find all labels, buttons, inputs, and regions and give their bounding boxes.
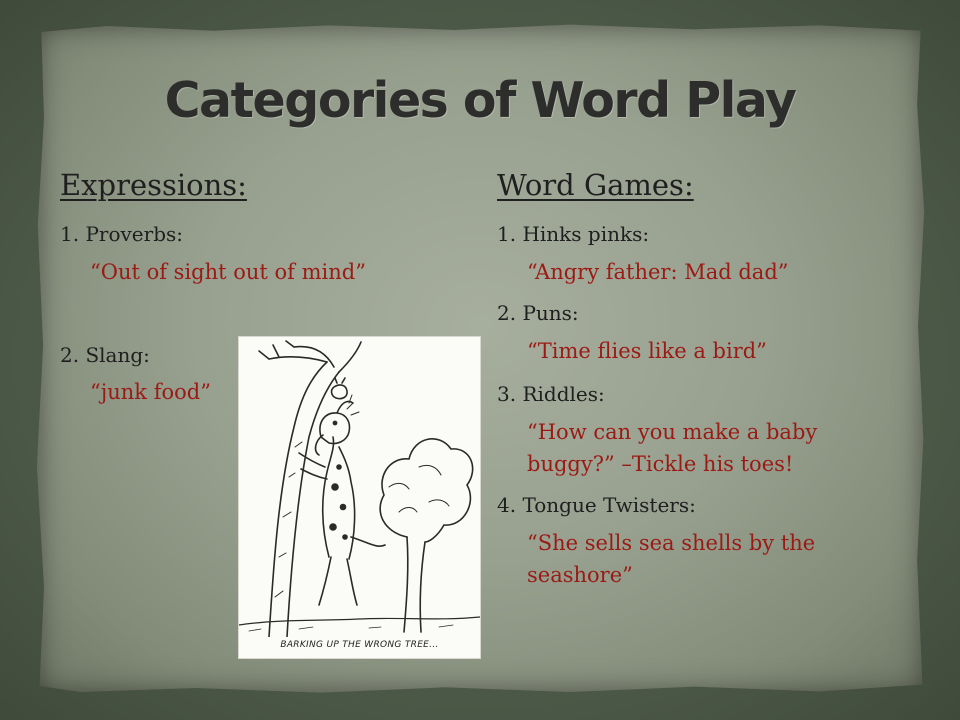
expressions-item-example: “Out of sight out of mind” xyxy=(90,260,366,284)
slide-title: Categories of Word Play xyxy=(164,72,796,129)
word-games-heading: Word Games: xyxy=(497,168,694,202)
cartoon-caption: BARKING UP THE WRONG TREE... xyxy=(280,640,439,650)
word-games-item-label: 4. Tongue Twisters: xyxy=(497,493,696,517)
dog-tree-illustration-icon xyxy=(239,337,480,637)
expressions-heading: Expressions: xyxy=(60,168,247,202)
word-games-item-example: “How can you make a baby xyxy=(527,420,818,444)
word-games-item-example: “Time flies like a bird” xyxy=(527,339,767,363)
expressions-item-example: “junk food” xyxy=(90,380,211,404)
word-games-item-label: 1. Hinks pinks: xyxy=(497,222,650,246)
expressions-item-label: 2. Slang: xyxy=(60,343,150,367)
word-games-item-example: seashore” xyxy=(527,563,633,587)
word-games-item-label: 3. Riddles: xyxy=(497,382,605,406)
cartoon-image xyxy=(238,336,481,659)
expressions-item-label: 1. Proverbs: xyxy=(60,222,183,246)
word-games-item-label: 2. Puns: xyxy=(497,301,579,325)
word-games-item-example: “She sells sea shells by the xyxy=(527,531,816,555)
word-games-item-example: “Angry father: Mad dad” xyxy=(527,260,789,284)
word-games-item-example: buggy?” –Tickle his toes! xyxy=(527,452,794,476)
